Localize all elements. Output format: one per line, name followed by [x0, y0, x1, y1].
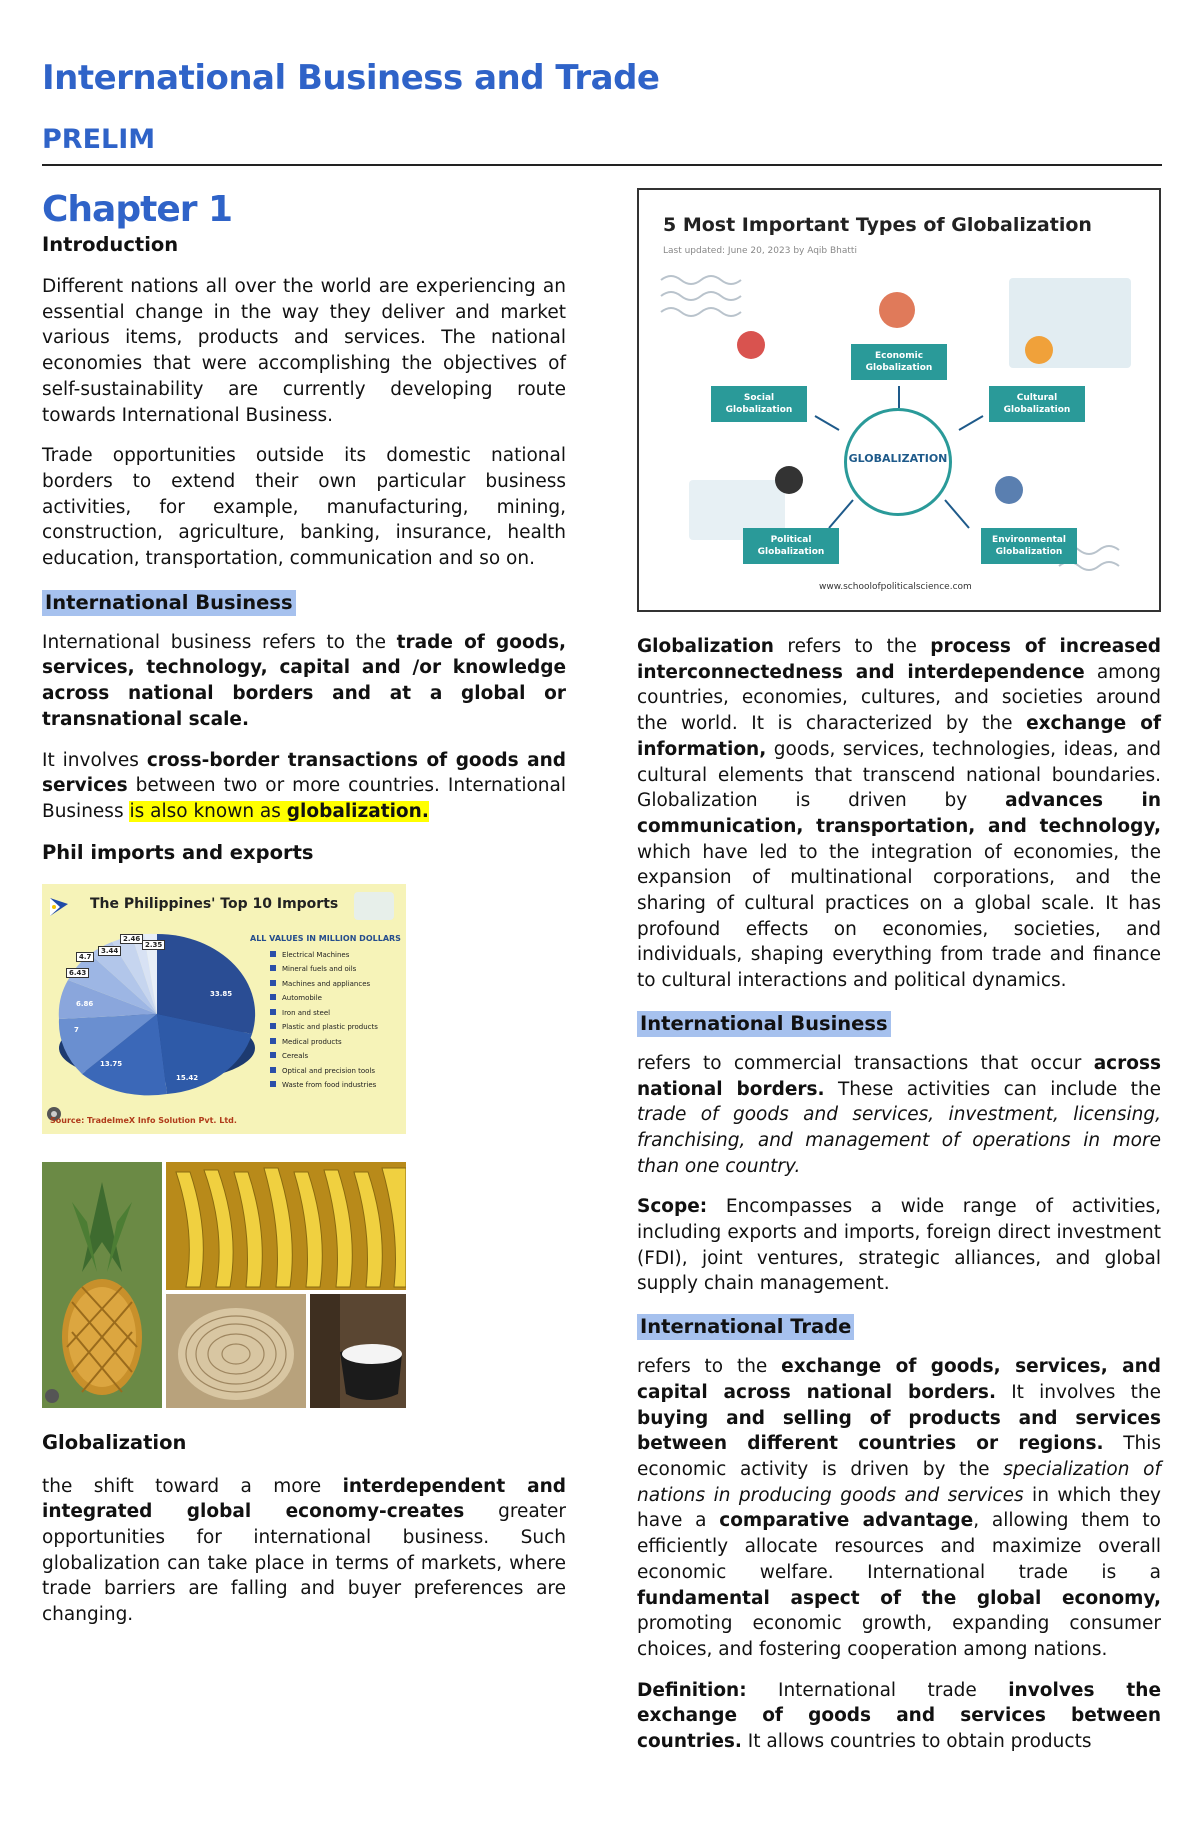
philippines-imports-image — [42, 884, 406, 1134]
abaca-fiber-photo — [166, 1294, 306, 1408]
right-column — [637, 188, 1161, 1770]
glob-figure-url: www.schoolofpoliticalscience.com — [819, 582, 972, 592]
pie-label: 7 — [74, 1025, 79, 1034]
pie-label: 33.85 — [210, 989, 233, 998]
glob-figure-date: Last updated: June 20, 2023 by Aqib Bhatti — [663, 246, 857, 256]
pie-unit-note: ALL VALUES IN MILLION DOLLARS — [250, 933, 401, 943]
legend-item: Automobile — [270, 991, 378, 1006]
legend-item: Medical products — [270, 1035, 378, 1050]
globalization-center-label: GLOBALIZATION — [848, 452, 948, 465]
legend-item: Optical and precision tools — [270, 1064, 378, 1079]
globalization-paragraph: the shift toward a more interdependent and integrated global economy-creates greater opportunities for international business. Such globalization can take place in terms of markets, where trade barriers are falling and buyer preferences are changing. — [42, 1475, 567, 1626]
legend-item: Plastic and plastic products — [270, 1020, 378, 1035]
pie-source: Source: TradeImeX Info Solution Pvt. Ltd. — [50, 1115, 237, 1125]
rubber-latex-photo — [310, 1294, 406, 1408]
right-globalization-paragraph: Globalization refers to the process of increased interconnectedness and interdependence among countries, economies, cultures, and societies around the world. It is characterized by the exchange of information, goods, services, technologies, ideas, and cultural elements that transcend national boundaries. Globalization is driven by advances in communication, transportation, and technology, which have led to the integration of economies, the expansion of multinational corporations, and the sharing of cultural practices on a global scale. It has profound effects on economies, societies, and individuals, shaping everything from trade and finance to cultural interactions and political dynamics. — [637, 636, 1161, 992]
pie-label: 4.7 — [76, 952, 94, 962]
banana-photo — [166, 1162, 406, 1290]
cultural-globalization-box: Cultural Globalization — [989, 386, 1085, 422]
right-international-business-heading: International Business — [637, 1011, 1161, 1037]
pie-label: 3.44 — [98, 946, 121, 956]
legend-item: Waste from food industries — [270, 1078, 378, 1093]
header-divider — [42, 164, 1162, 166]
pie-title: The Philippines' Top 10 Imports — [90, 895, 339, 912]
intro-paragraph-2: Trade opportunities outside its domestic national borders to extend their own particular business activities, for example, manufacturing, mining, construction, agriculture, banking, insurance, health education, transportation, communication and so on. — [42, 445, 566, 570]
phil-imports-heading: Phil imports and exports — [42, 840, 314, 864]
document-subtitle: PRELIM — [42, 124, 156, 155]
international-trade-paragraph: refers to the exchange of goods, services, and capital across national borders. It involves the buying and selling of products and services between different countries or regions. This economic activity is driven by the specialization of nations in producing goods and services in which they have a comparative advantage, allowing them to efficiently allocate resources and maximize overall economic welfare. International trade is a fundamental aspect of the global economy, promoting economic growth, expanding consumer choices, and fostering cooperation among nations. — [637, 1356, 1162, 1660]
pineapple-photo — [42, 1162, 162, 1408]
political-globalization-box: Political Globalization — [743, 528, 839, 564]
pie-label: 2.35 — [142, 940, 165, 950]
chapter-heading: Chapter 1 — [42, 189, 233, 230]
ib-paragraph-1: International business refers to the trade of goods, services, technology, capital and /or knowledge across national borders and at a global or transnational scale. — [42, 631, 566, 730]
right-ib-paragraph: refers to commercial transactions that occur across national borders. These activities can include the trade of goods and services, investment, licensing, franchising, and management of operations in more than one country. — [637, 1052, 1162, 1177]
economic-globalization-box: Economic Globalization — [851, 344, 947, 380]
globalization-types-image — [637, 188, 1161, 612]
legend-item: Electrical Machines — [270, 948, 378, 963]
legend-item: Iron and steel — [270, 1006, 378, 1021]
introduction-heading: Introduction — [42, 233, 179, 256]
globalization-heading: Globalization — [42, 1430, 187, 1454]
environmental-globalization-box: Environmental Globalization — [981, 528, 1077, 564]
pie-label: 6.86 — [76, 999, 94, 1008]
document-title: International Business and Trade — [42, 58, 660, 98]
pie-label: 2.46 — [120, 934, 143, 944]
intro-paragraph-1: Different nations all over the world are experiencing an essential change in the way they deliver and market various items, products and services. The national economies that were accomplishing the objectives of self-sustainability are currently developing route towards International Business. — [42, 276, 566, 426]
international-trade-heading: International Trade — [637, 1314, 1161, 1340]
pie-label: 15.42 — [176, 1073, 199, 1082]
left-column — [42, 188, 566, 1643]
ib-paragraph-2: It involves cross-border transactions of goods and services between two or more countries. International Business is also known as globalization. — [42, 749, 566, 822]
glob-figure-title: 5 Most Important Types of Globalization — [663, 214, 1092, 236]
definition-paragraph: Definition: International trade involves the exchange of goods and services between countries. It allows countries to obtain products — [637, 1679, 1161, 1753]
pie-label: 13.75 — [100, 1059, 123, 1068]
international-business-heading: International Business — [42, 590, 566, 616]
legend-item: Cereals — [270, 1049, 378, 1064]
social-globalization-box: Social Globalization — [711, 386, 807, 422]
philippine-products-photos — [42, 1162, 406, 1408]
pie-label: 6.43 — [66, 968, 89, 978]
pie-legend — [270, 948, 378, 1093]
legend-item: Machines and appliances — [270, 977, 378, 992]
legend-item: Mineral fuels and oils — [270, 962, 378, 977]
scope-paragraph: Scope: Encompasses a wide range of activities, including exports and imports, foreign direct investment (FDI), joint ventures, strategic alliances, and global supply chain management. — [637, 1196, 1161, 1295]
